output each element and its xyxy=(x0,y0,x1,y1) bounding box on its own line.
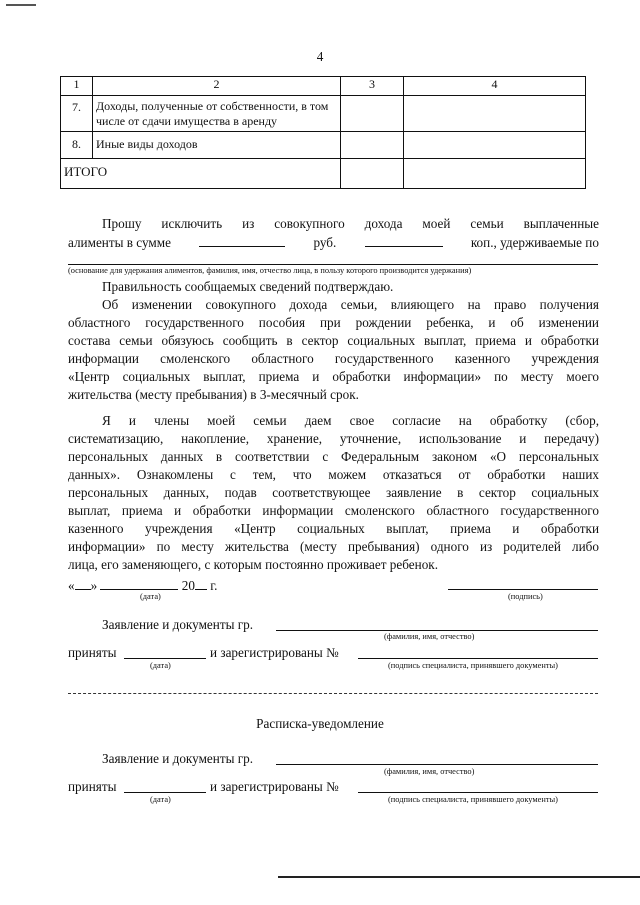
month-field[interactable] xyxy=(100,576,178,590)
income-table xyxy=(60,76,586,189)
rec-registered-label: и зарегистрированы № xyxy=(210,779,339,794)
reg-number-field[interactable] xyxy=(358,658,598,659)
reg-accepted-label: приняты xyxy=(68,645,117,660)
close-quote: » xyxy=(90,578,98,593)
total-value-cell xyxy=(341,159,404,189)
row-value-cell xyxy=(341,132,404,159)
para-change-line: жительства (месту пребывания) в 3-месячный срок. xyxy=(68,387,359,402)
alimony-rub-label: руб. xyxy=(313,235,337,250)
para-change-line: состава семьи обязуюсь сообщить в сектор социальных выплат, приема и обработки xyxy=(68,333,599,348)
alimony-basis-field[interactable] xyxy=(68,264,598,265)
day-field[interactable] xyxy=(75,576,91,590)
para-consent-line: информации» по месту жительства (месту пребывания) одного из родителей либо xyxy=(68,539,599,554)
row-number: 8. xyxy=(61,132,93,159)
table-header-cell: 2 xyxy=(93,77,341,96)
reg-docs-label: Заявление и документы гр. xyxy=(102,617,254,632)
table-total-row xyxy=(61,159,586,189)
para-consent-line: персональных данных в соответствии с Федеральным законом «О персональных xyxy=(68,449,599,464)
rec-specialist-caption: (подпись специалиста, принявшего документы) xyxy=(388,795,558,804)
reg-date-field[interactable] xyxy=(124,658,206,659)
rec-docs-label: Заявление и документы гр. xyxy=(102,751,254,766)
table-header-row xyxy=(61,77,586,96)
para-change-line: информации смоленского областного государственного казенного учреждения xyxy=(68,351,599,366)
row-label: Иные виды доходов xyxy=(93,132,341,159)
year-suffix: г. xyxy=(210,578,218,593)
rec-number-field[interactable] xyxy=(358,792,598,793)
rec-fio-caption: (фамилия, имя, отчество) xyxy=(384,767,475,776)
para-consent-line: казенного учреждения «Центр социальных выплат, приема и обработки xyxy=(68,521,599,536)
reg-fio-caption: (фамилия, имя, отчество) xyxy=(384,632,475,641)
para-consent-line: данных». Ознакомлены с тем, что можем отказаться от обработки наших xyxy=(68,467,599,482)
para-consent-line: выплат, приема и обработки информации смоленского областного государственного xyxy=(68,503,599,518)
row-value-cell xyxy=(404,132,586,159)
para-change-line: областного государственного пособия при рождении ребенка, и об изменении xyxy=(68,315,599,330)
row-value-cell xyxy=(404,96,586,132)
cut-line xyxy=(68,693,598,694)
rec-date-caption: (дата) xyxy=(150,795,171,804)
scan-corner-mark xyxy=(6,4,36,6)
para-consent-line: лица, его заменяющего, с которым постоянно проживает ребенок. xyxy=(68,557,438,572)
alimony-sum-label: алименты в сумме xyxy=(68,235,171,250)
date-caption: (дата) xyxy=(140,592,161,601)
para-consent-line: систематизацию, накопление, хранение, уточнение, использование и передачу) xyxy=(68,431,599,446)
alimony-kop-label: коп., удерживаемые по xyxy=(470,235,599,250)
para-change-line: Об изменении совокупного дохода семьи, влияющего на право получения xyxy=(102,297,599,312)
alimony-kop-field[interactable] xyxy=(365,233,443,247)
reg-specialist-caption: (подпись специалиста, принявшего документы) xyxy=(388,661,558,670)
alimony-line-2 xyxy=(68,233,599,251)
page-number: 4 xyxy=(316,49,324,64)
scan-bottom-edge xyxy=(278,876,640,878)
row-number: 7. xyxy=(61,96,93,132)
total-value-cell xyxy=(404,159,586,189)
reg-registered-label: и зарегистрированы № xyxy=(210,645,339,660)
signature-field[interactable] xyxy=(448,589,598,590)
open-quote: « xyxy=(68,578,75,593)
receipt-title: Расписка-уведомление xyxy=(256,716,384,731)
table-header-cell: 1 xyxy=(61,77,93,96)
table-header-cell: 4 xyxy=(404,77,586,96)
alimony-basis-caption: (основание для удержания алиментов, фамилия, имя, отчество лица, в пользу которого производится удержания) xyxy=(68,266,472,275)
para-consent-line: персональных данных, подав соответствующее заявление в сектор социальных xyxy=(68,485,599,500)
rec-date-field[interactable] xyxy=(124,792,206,793)
para-consent-line: Я и члены моей семьи даем свое согласие на обработку (сбор, xyxy=(102,413,599,428)
para-change-line: «Центр социальных выплат, приема и обработки информации» по месту моего xyxy=(68,369,599,384)
alimony-rub-field[interactable] xyxy=(199,233,285,247)
year-prefix: 20 xyxy=(181,578,195,593)
rec-accepted-label: приняты xyxy=(68,779,117,794)
reg-date-caption: (дата) xyxy=(150,661,171,670)
table-row xyxy=(61,96,586,132)
reg-fio-field[interactable] xyxy=(276,630,598,631)
confirm-statement: Правильность сообщаемых сведений подтверждаю. xyxy=(102,279,394,294)
year-field[interactable] xyxy=(195,576,207,590)
table-header-cell: 3 xyxy=(341,77,404,96)
table-row xyxy=(61,132,586,159)
total-label: ИТОГО xyxy=(61,159,341,189)
row-label: Доходы, полученные от собственности, в том числе от сдачи имущества в аренду xyxy=(93,96,341,132)
alimony-line-1: Прошу исключить из совокупного дохода моей семьи выплаченные xyxy=(102,216,599,231)
signature-caption: (подпись) xyxy=(508,592,543,601)
rec-fio-field[interactable] xyxy=(276,764,598,765)
row-value-cell xyxy=(341,96,404,132)
